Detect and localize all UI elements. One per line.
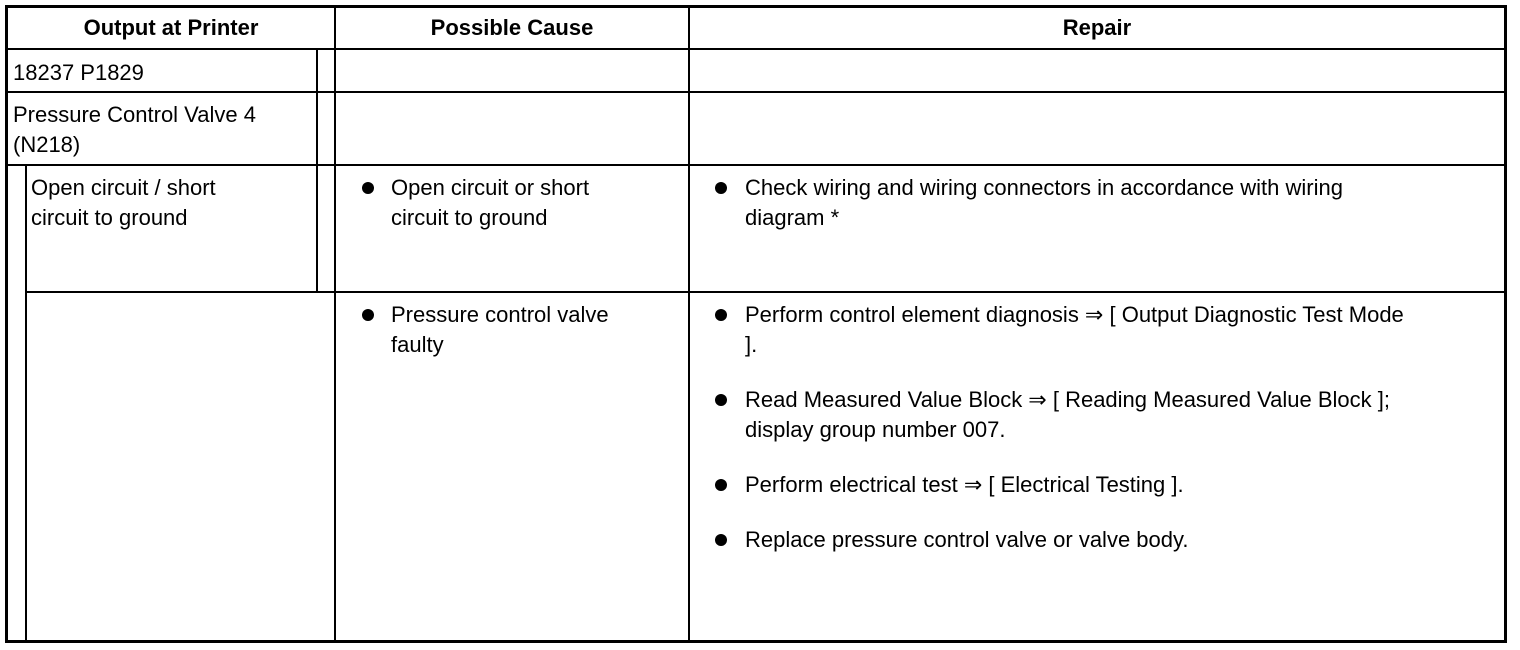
component-name-line1: Pressure Control Valve 4	[13, 102, 256, 127]
column-divider-cause	[688, 8, 690, 640]
column-divider-output	[334, 8, 336, 640]
bullet-icon	[715, 182, 727, 194]
fault-code: 18237 P1829	[13, 60, 144, 85]
header-output: Output at Printer	[83, 15, 259, 40]
cause-2-line1: Pressure control valve	[391, 302, 609, 327]
cause-1-line2: circuit to ground	[391, 205, 548, 230]
repair-2-line1: Perform control element diagnosis ⇒ [ Output Diagnostic Test Mode	[745, 302, 1404, 327]
row-divider-3	[25, 291, 1504, 293]
diagnostic-table	[5, 5, 1507, 643]
cause-2-line2: faulty	[391, 332, 444, 357]
header-repair: Repair	[1062, 15, 1132, 40]
bullet-icon	[362, 309, 374, 321]
fault-description-line1: Open circuit / short	[31, 175, 216, 200]
row-divider-1	[8, 91, 1504, 93]
fault-description-line2: circuit to ground	[31, 205, 188, 230]
bullet-icon	[715, 479, 727, 491]
bullet-icon	[715, 534, 727, 546]
repair-1-line1: Check wiring and wiring connectors in accordance with wiring	[745, 175, 1343, 200]
indent-divider	[25, 165, 27, 640]
repair-3-line2: display group number 007.	[745, 417, 1006, 442]
bullet-icon	[362, 182, 374, 194]
header-divider	[8, 48, 1504, 50]
repair-4-line1: Perform electrical test ⇒ [ Electrical Testing ].	[745, 472, 1184, 497]
cause-1-line1: Open circuit or short	[391, 175, 590, 200]
inner-column-divider	[316, 50, 318, 292]
header-cause: Possible Cause	[430, 15, 594, 40]
row-divider-2	[8, 164, 1504, 166]
repair-3-line1: Read Measured Value Block ⇒ [ Reading Measured Value Block ];	[745, 387, 1390, 412]
component-name-line2: (N218)	[13, 132, 81, 157]
repair-1-line2: diagram *	[745, 205, 840, 230]
bullet-icon	[715, 309, 727, 321]
bullet-icon	[715, 394, 727, 406]
repair-2-line2: ].	[745, 332, 758, 357]
repair-5-line1: Replace pressure control valve or valve body.	[745, 527, 1189, 552]
